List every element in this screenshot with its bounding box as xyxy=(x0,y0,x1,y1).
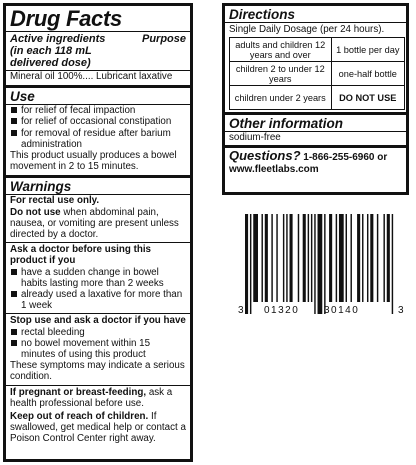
list-item: rectal bleeding xyxy=(10,327,186,338)
barcode-bar xyxy=(298,214,299,302)
warnings-heading: Warnings xyxy=(10,179,72,195)
barcode-bar xyxy=(261,214,262,302)
barcode-bar xyxy=(283,214,284,302)
list-item: for relief of occasional constipation xyxy=(10,116,186,127)
dose-cell: 1 bottle per day xyxy=(331,38,405,62)
barcode-bar xyxy=(367,214,368,302)
barcode-bar xyxy=(265,214,268,302)
barcode-bar xyxy=(329,214,332,302)
questions-website: www.fleetlabs.com xyxy=(229,164,319,176)
stop-use-heading: Stop use and ask a doctor if you have xyxy=(10,315,186,327)
children-text: If swallowed, get medical help or contact a Poison Control Center right away. xyxy=(10,411,186,445)
barcode-bar xyxy=(387,214,390,302)
dose-basis-line2: delivered dose) xyxy=(10,57,91,69)
barcode-bar xyxy=(245,214,248,314)
list-item: have a sudden change in bowel habits lasting more than 2 weeks xyxy=(10,267,186,289)
barcode-bar xyxy=(362,214,363,302)
list-item: for removal of residue after barium administration xyxy=(10,128,186,150)
table-row xyxy=(230,86,405,110)
barcode-bar xyxy=(377,214,378,302)
ask-doctor-heading: Ask a doctor before using this product if you xyxy=(10,244,151,267)
use-note: This product usually produces a bowel movement in 2 to 15 minutes. xyxy=(10,150,177,173)
divider xyxy=(6,242,190,243)
age-cell: children 2 to under 12 years xyxy=(230,62,332,86)
barcode-left-digit: 3 xyxy=(238,305,244,316)
do-not-use-warning xyxy=(6,207,190,241)
dose-basis-line1: (in each 118 mL xyxy=(10,45,92,57)
barcode-bar xyxy=(311,214,312,302)
barcode-bar xyxy=(357,214,360,302)
age-cell: children under 2 years xyxy=(230,86,332,110)
barcode-bar xyxy=(308,214,309,302)
purpose-label: Purpose xyxy=(141,33,186,45)
barcode-bar xyxy=(383,214,384,302)
stop-use-list xyxy=(6,327,190,361)
stop-use-note: These symptoms may indicate a serious condition. xyxy=(10,360,185,383)
dosage-line: Single Daily Dosage (per 24 hours). xyxy=(229,24,385,35)
divider xyxy=(6,385,190,386)
divider xyxy=(6,313,190,314)
barcode-group1: 01320 xyxy=(264,305,300,316)
barcode-bar xyxy=(253,214,258,302)
other-info-heading: Other information xyxy=(229,116,343,132)
active-ingredients-header xyxy=(6,32,190,70)
table-row xyxy=(230,62,405,86)
barcode-bar xyxy=(290,214,293,302)
use-list xyxy=(6,105,190,150)
directions-panel xyxy=(222,3,409,195)
barcode-bar xyxy=(339,214,344,302)
other-info-text: sodium-free xyxy=(229,132,281,144)
ingredient-line: Mineral oil 100%.... Lubricant laxative xyxy=(10,71,173,82)
directions-heading: Directions xyxy=(229,7,296,22)
pregnancy-text: ask a health professional before use. xyxy=(10,386,173,409)
barcode-bar xyxy=(370,214,373,302)
questions-phone: 1-866-255-6960 or xyxy=(300,152,388,164)
barcode-bar xyxy=(346,214,347,302)
barcode-bar xyxy=(276,214,277,302)
barcode-bar xyxy=(314,214,315,314)
use-heading: Use xyxy=(10,89,35,105)
barcode-right-digit: 3 xyxy=(398,305,404,316)
list-item: for relief of fecal impaction xyxy=(10,105,186,116)
list-item: already used a laxative for more than 1 week xyxy=(10,289,186,311)
children-warning xyxy=(6,411,190,445)
barcode-bar xyxy=(336,214,337,302)
questions-label: Questions? xyxy=(229,148,301,164)
barcode-bar xyxy=(303,214,306,302)
do-not-use-label: Do not use xyxy=(10,206,61,218)
do-not-use-text: when abdominal pain, nausea, or vomiting are present unless directed by a doctor. xyxy=(10,206,179,241)
barcode-bar xyxy=(250,214,251,314)
barcode-group2: 30140 xyxy=(324,305,360,316)
pregnancy-warning xyxy=(6,387,190,409)
pregnancy-label: If pregnant or breast-feeding, xyxy=(10,386,147,398)
active-ingredients-label: Active ingredients xyxy=(10,33,106,45)
barcode-bar xyxy=(286,214,287,302)
barcode xyxy=(245,214,395,314)
dosage-table xyxy=(229,37,405,110)
barcode-bar xyxy=(271,214,272,302)
children-label: Keep out of reach of children. xyxy=(10,411,149,423)
barcode-bar xyxy=(318,214,323,314)
barcode-bar xyxy=(392,214,393,314)
ask-doctor-list xyxy=(6,267,190,312)
dose-cell: one-half bottle xyxy=(331,62,405,86)
barcode-bar xyxy=(324,214,325,314)
rectal-only-warning: For rectal use only. xyxy=(10,195,100,207)
table-row xyxy=(230,38,405,62)
list-item: no bowel movement within 15 minutes of using this product xyxy=(10,338,186,360)
drug-facts-panel xyxy=(3,3,193,462)
barcode-bar xyxy=(350,214,351,302)
dose-cell: DO NOT USE xyxy=(331,86,405,110)
age-cell: adults and children 12 years and over xyxy=(230,38,332,62)
questions-block xyxy=(225,148,406,176)
drug-facts-title: Drug Facts xyxy=(10,6,122,31)
